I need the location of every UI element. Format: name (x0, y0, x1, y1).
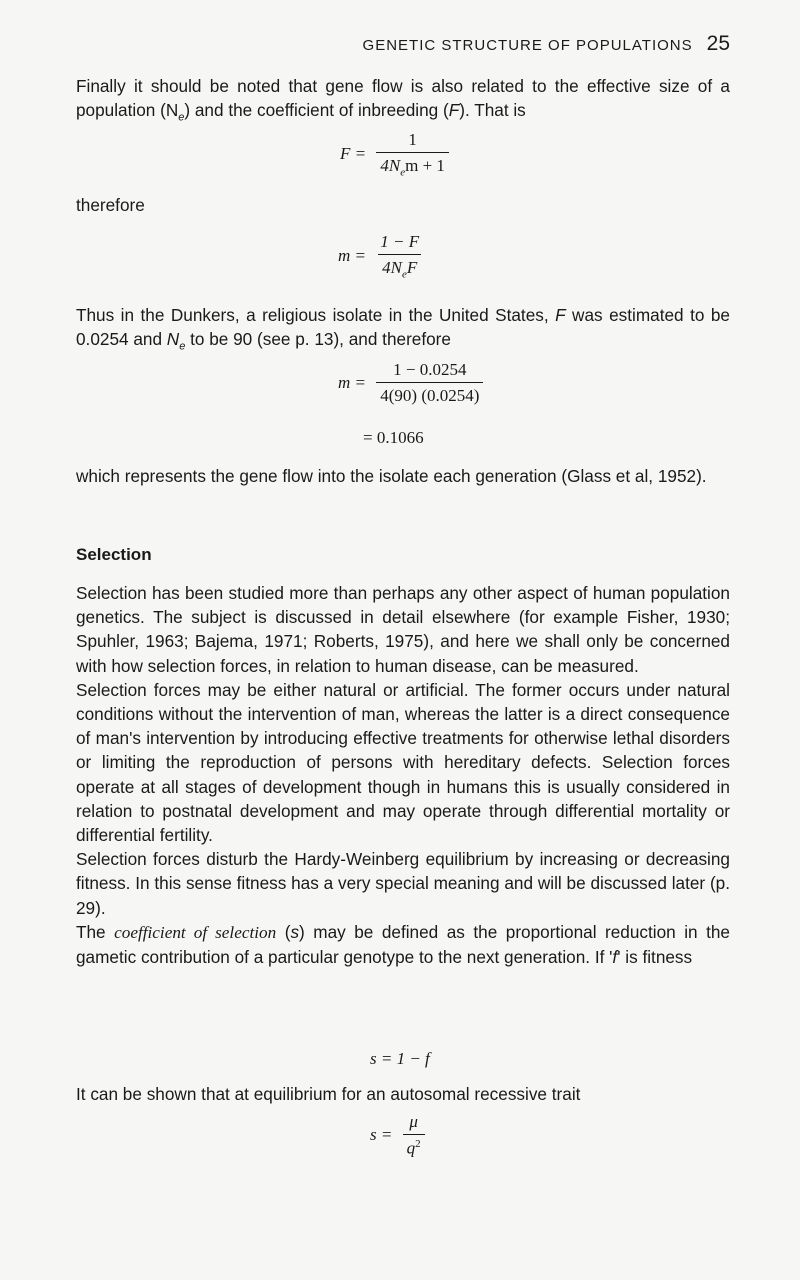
therefore-text: therefore (76, 195, 145, 215)
equation-s-mu: s = $\frac{\mu}{q^2}$ (370, 1112, 425, 1159)
equation-s: s = 1 − f (370, 1049, 430, 1068)
equation-result: = 0.1066 (363, 428, 424, 447)
page-header (363, 32, 730, 56)
section-heading-selection: Selection (76, 545, 152, 564)
equation-F: F = $\frac{1}{4N_em + 1}$ (340, 130, 449, 178)
equation-m-value: m = $\frac{1 - 0.0254}{4(90) (0.0254)}$ (338, 360, 483, 406)
running-head: GENETIC STRUCTURE OF POPULATIONS (362, 37, 693, 54)
equation-m: m = $\frac{1 - F}{4N_eF}$ (338, 232, 423, 280)
page-number: 25 (706, 32, 730, 55)
paragraph-dunkers: Thus in the Dunkers, a religious isolate in the United States, F was estimated to be 0.0254 and $N_e$ to be 90 (see p. 13), and therefore (76, 305, 730, 353)
paragraph-equilibrium: It can be shown that at equilibrium for an autosomal recessive trait (76, 1084, 581, 1104)
paragraph-isolate: which represents the gene flow into the isolate each generation (Glass et al, 1952). (76, 466, 707, 486)
paragraph-gene-flow: Finally it should be noted that gene flow is also related to the effective size of a population $(N_e)$ and the coefficient of inbreeding (F). That is (76, 76, 730, 124)
paragraph-selection-intro: Selection has been studied more than perhaps any other aspect of human population genetics. The subject is discussed in detail elsewhere (for example Fisher, 1930; Spuhler, 1963; Bajema, 1971; Roberts, 1975), and here we shall only be concerned with how selection forces, in relation to human disease, can be measured. Selection forces may be either natural or artificial. The former occurs under natural conditions without the intervention of man, whereas the latter is a direct consequence of man's intervention by introducing effective treatments for otherwise lethal disorders or limiting the reproduction of persons with hereditary defects. Selection forces operate at all stages of development though in humans this is usually considered in relation to postnatal development and may operate through differential mortality or differential fertility. Selection forces disturb the Hardy-Weinberg equilibrium by increasing or decreasing fitness. In this sense fitness has a very special meaning and will be discussed later (p. 29). The coefficient of selection (s) may be defined as the proportional reduction in the gametic contribution of a particular genotype to the next generation. If 'f' is fitness (76, 583, 730, 968)
